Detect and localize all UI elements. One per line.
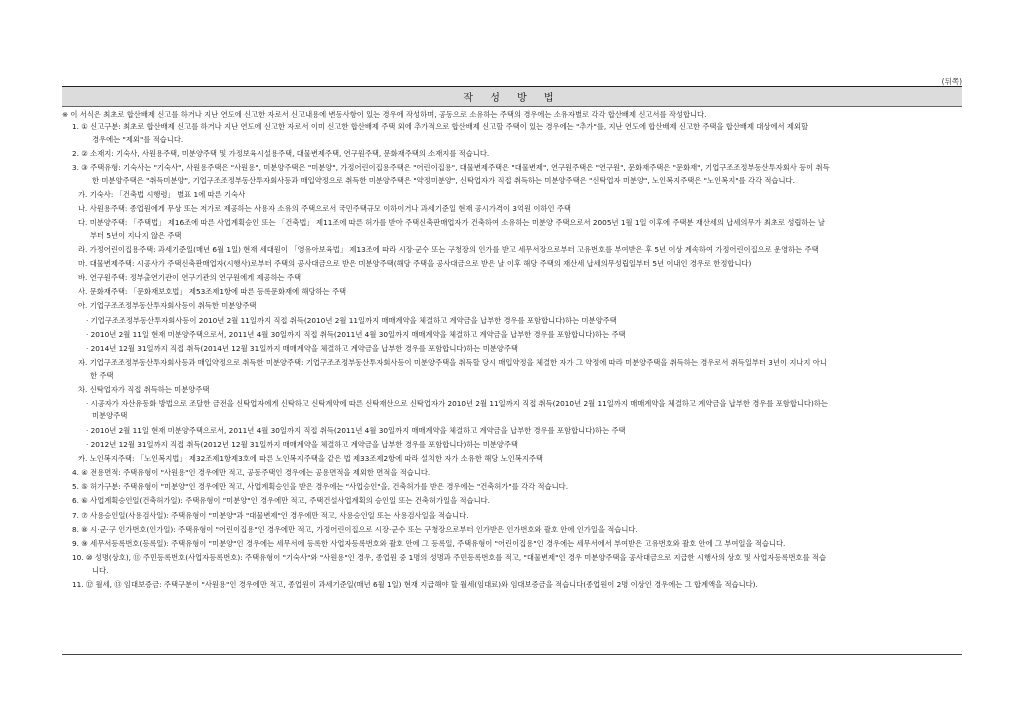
- instruction-line: 아. 기업구조조정부동산투자회사등이 취득한 미분양주택: [78, 301, 257, 311]
- instruction-line: · 2014년 12월 31일까지 직접 취득(2014년 12월 31일까지 매매계약을 체결하고 계약금을 납부한 경우를 포함합니다)하는 미분양주택: [86, 344, 518, 353]
- instruction-line: 7. ⑦ 사용승인일(사용검사일): 주택유형이 "미분양"과 "대물변제"인 경우에만 적고, 사용승인일 또는 사용검사일을 적습니다.: [72, 510, 469, 520]
- instruction-line: 1. ① 신고구분: 최초로 합산배제 신고를 하거나 지난 연도에 신고한 자로서 이미 신고한 합산배제 주택 외에 추가적으로 합산배제 신고할 주택이 있는 경우에는 "추가"를, 지난 연도에 합산배제 신고한 주택을 합산배제 대상에서 제외할: [72, 122, 809, 132]
- instruction-line: · 2012년 12월 31일까지 직접 취득(2012년 12월 31일까지 매매계약을 체결하고 계약금을 납부한 경우를 포함합니다)하는 미분양주택: [86, 439, 518, 449]
- instruction-line: 차. 신탁업자가 직접 취득하는 미분양주택: [78, 384, 210, 394]
- instruction-line: 마. 대물변제주택: 시공사가 주택신축판매업자(시행사)로부터 주택의 공사대금으로 받은 미분양주택(해당 주택을 공사대금으로 받은 날 이후 해당 주택의 재산세 납세의무성립일부터 5년 이내인 경우로 한정합니다): [78, 258, 752, 268]
- instruction-line: 카. 노인복지주택: 「노인복지법」 제32조제1항제3호에 따른 노인복지주택을 같은 법 제33조제2항에 따라 설치한 자가 소유한 해당 노인복지주택: [78, 453, 543, 463]
- instruction-line: 8. ⑧ 시·군·구 인가번호(인가일): 주택유형이 "어린이집용"인 경우에만 적고, 가정어린이집으로 시장·군수 또는 구청장으로부터 인가받은 인가번호와 괄호 안에 인가일을 적습니다.: [72, 524, 638, 534]
- bottom-divider: [62, 654, 962, 655]
- instruction-line: 6. ⑥ 사업계획승인일(건축허가일): 주택유형이 "미분양"인 경우에만 적고, 주택건설사업계획의 승인일 또는 건축허가일을 적습니다.: [72, 496, 491, 506]
- instruction-line: 부터 5년이 지나지 않은 주택: [90, 230, 182, 240]
- instruction-line: 5. ⑤ 허가구분: 주택유형이 "미분양"인 경우에만 적고, 사업계획승인을 받은 경우에는 "사업승인"을, 건축허가를 받은 경우에는 "건축허가"를 각각 적습니다.: [72, 482, 569, 492]
- instruction-line: 한 주택: [90, 370, 114, 380]
- instruction-line: · 2010년 2월 11일 현재 미분양주택으로서, 2011년 4월 30일까지 직접 취득(2011년 4월 30일까지 매매계약을 체결하고 계약금을 납부한 경우를 포함합니다)하는 주택: [86, 425, 626, 435]
- instruction-line: 바. 연구원주택: 정부출연기관이 연구기관의 연구원에게 제공하는 주택: [78, 273, 302, 283]
- instruction-line: 경우에는 "제외"를 적습니다.: [92, 134, 184, 144]
- page-side-label: (뒤쪽): [941, 77, 962, 86]
- instruction-line: 가. 기숙사: 「건축법 시행령」 별표 1에 따른 기숙사: [78, 189, 246, 199]
- instructions-body: [62, 109, 962, 591]
- instruction-line: 2. ② 소재지: 기숙사, 사원용주택, 미분양주택 및 가정보육시설용주택, 대물변제주택, 연구원주택, 문화재주택의 소재지를 적습니다.: [72, 148, 490, 158]
- instruction-line: ※ 이 서식은 최초로 합산배제 신고를 하거나 지난 연도에 신고한 자로서 신고내용에 변동사항이 있는 경우에 작성하며, 공동으로 소유하는 주택의 경우에는 소유자별로 각각 합산배제 신고서를 작성합니다.: [62, 110, 707, 119]
- instruction-line: · 기업구조조정부동산투자회사등이 2010년 2월 11일까지 직접 취득(2010년 2월 11일까지 매매계약을 체결하고 계약금을 납부한 경우를 포함합니다)하는 미분양주택: [86, 315, 617, 325]
- instruction-line: 미분양주택: [92, 411, 128, 421]
- section-title: 작 성 방 법: [463, 93, 561, 104]
- instruction-line: 10. ⑩ 성명(상호), ⑪ 주민등록번호(사업자등록번호): 주택유형이 "기숙사"와 "사원용"인 경우, 종업원 중 1명의 성명과 주민등록번호를 적고, "대물변제"인 경우 미분양주택을 공사대금으로 지급한 시행사의 상호 및 사업자등록번호를 적습: [72, 553, 827, 563]
- instruction-line: 나. 사원용주택: 종업원에게 무상 또는 저가로 제공하는 사용자 소유의 주택으로서 국민주택규모 이하이거나 과세기준일 현재 공시가격이 3억원 이하인 주택: [78, 203, 571, 213]
- instruction-line: · 시공자가 자산유동화 방법으로 조달한 금전을 신탁업자에게 신탁하고 신탁계약에 따른 신탁재산으로 신탁업자가 2010년 2월 11일까지 직접 취득(2010년 2월 11일까지 매매계약을 체결하고 계약금을 납부한 경우를 포함합니다)하는: [86, 398, 828, 408]
- instruction-line: · 2010년 2월 11일 현재 미분양주택으로서, 2011년 4월 30일까지 직접 취득(2011년 4월 30일까지 매매계약을 체결하고 계약금을 납부한 경우를 포함합니다)하는 주택: [86, 329, 626, 339]
- instruction-line: 한 미분양주택은 "취득미분양", 기업구조조정부동산투자회사등과 매입약정으로 취득한 미분양주택은 "약정미분양", 신탁업자가 직접 취득하는 미분양주택은 "신탁업자 미분양", 노인복지주택은 "노인복지"를 각각 적습니다.: [92, 175, 795, 185]
- instruction-line: 라. 가정어린이집용주택: 과세기준일(매년 6월 1일) 현재 세대원이 「영유아보육법」 제13조에 따라 시장·군수 또는 구청장의 인가를 받고 세무서장으로부터 고유번호를 부여받은 후 5년 이상 계속하여 가정어린이집으로 운영하는 주택: [78, 244, 819, 254]
- instruction-line: 3. ③ 주택유형: 기숙사는 "기숙사", 사원용주택은 "사원용", 미분양주택은 "미분양", 가정어린이집용주택은 "어린이집용", 대물변제주택은 "대물변제", 연구원주택은 "연구원", 문화재주택은 "문화재", 기업구조조정부동산투자회사 등이 취득: [72, 163, 830, 173]
- instruction-line: 다. 미분양주택: 「주택법」 제16조에 따른 사업계획승인 또는 「건축법」 제11조에 따른 허가를 받아 주택신축판매업자가 건축하여 소유하는 미분양 주택으로서 2005년 1월 1일 이후에 주택분 재산세의 납세의무가 최초로 성립하는 날: [78, 218, 825, 228]
- instruction-line: 4. ④ 전용면적: 주택유형이 "사원용"인 경우에만 적고, 공동주택인 경우에는 공용면적을 제외한 면적을 적습니다.: [72, 468, 431, 478]
- instruction-line: 자. 기업구조조정부동산투자회사등과 매입약정으로 취득한 미분양주택: 기업구조조정부동산투자회사등이 미분양주택을 취득할 당시 매입약정을 체결한 자가 그 약정에 따라 미분양주택을 취득하는 경우로서 취득일부터 3년이 지나지 아니: [78, 358, 827, 368]
- section-title-bar: [62, 86, 962, 107]
- instruction-line: 9. ⑨ 세무서등록번호(등록일): 주택유형이 "미분양"인 경우에는 세무서에 등록한 사업자등록번호와 괄호 안에 그 등록일, 주택유형이 "어린이집용"인 경우에는 세무서에서 부여받은 고유번호와 괄호 안에 그 부여일을 적습니다.: [72, 539, 786, 549]
- instruction-line: 11. ⑫ 월세, ⑬ 임대보증금: 주택구분이 "사원용"인 경우에만 적고, 종업원이 과세기준일(매년 6월 1일) 현재 지급해야 할 월세(임대료)와 임대보증금을 적습니다(종업원이 2명 이상인 경우에는 그 합계액을 적습니다).: [72, 579, 758, 589]
- instruction-line: 니다.: [92, 565, 109, 575]
- instruction-line: 사. 문화재주택: 「문화재보호법」 제53조제1항에 따른 등록문화재에 해당하는 주택: [78, 287, 347, 297]
